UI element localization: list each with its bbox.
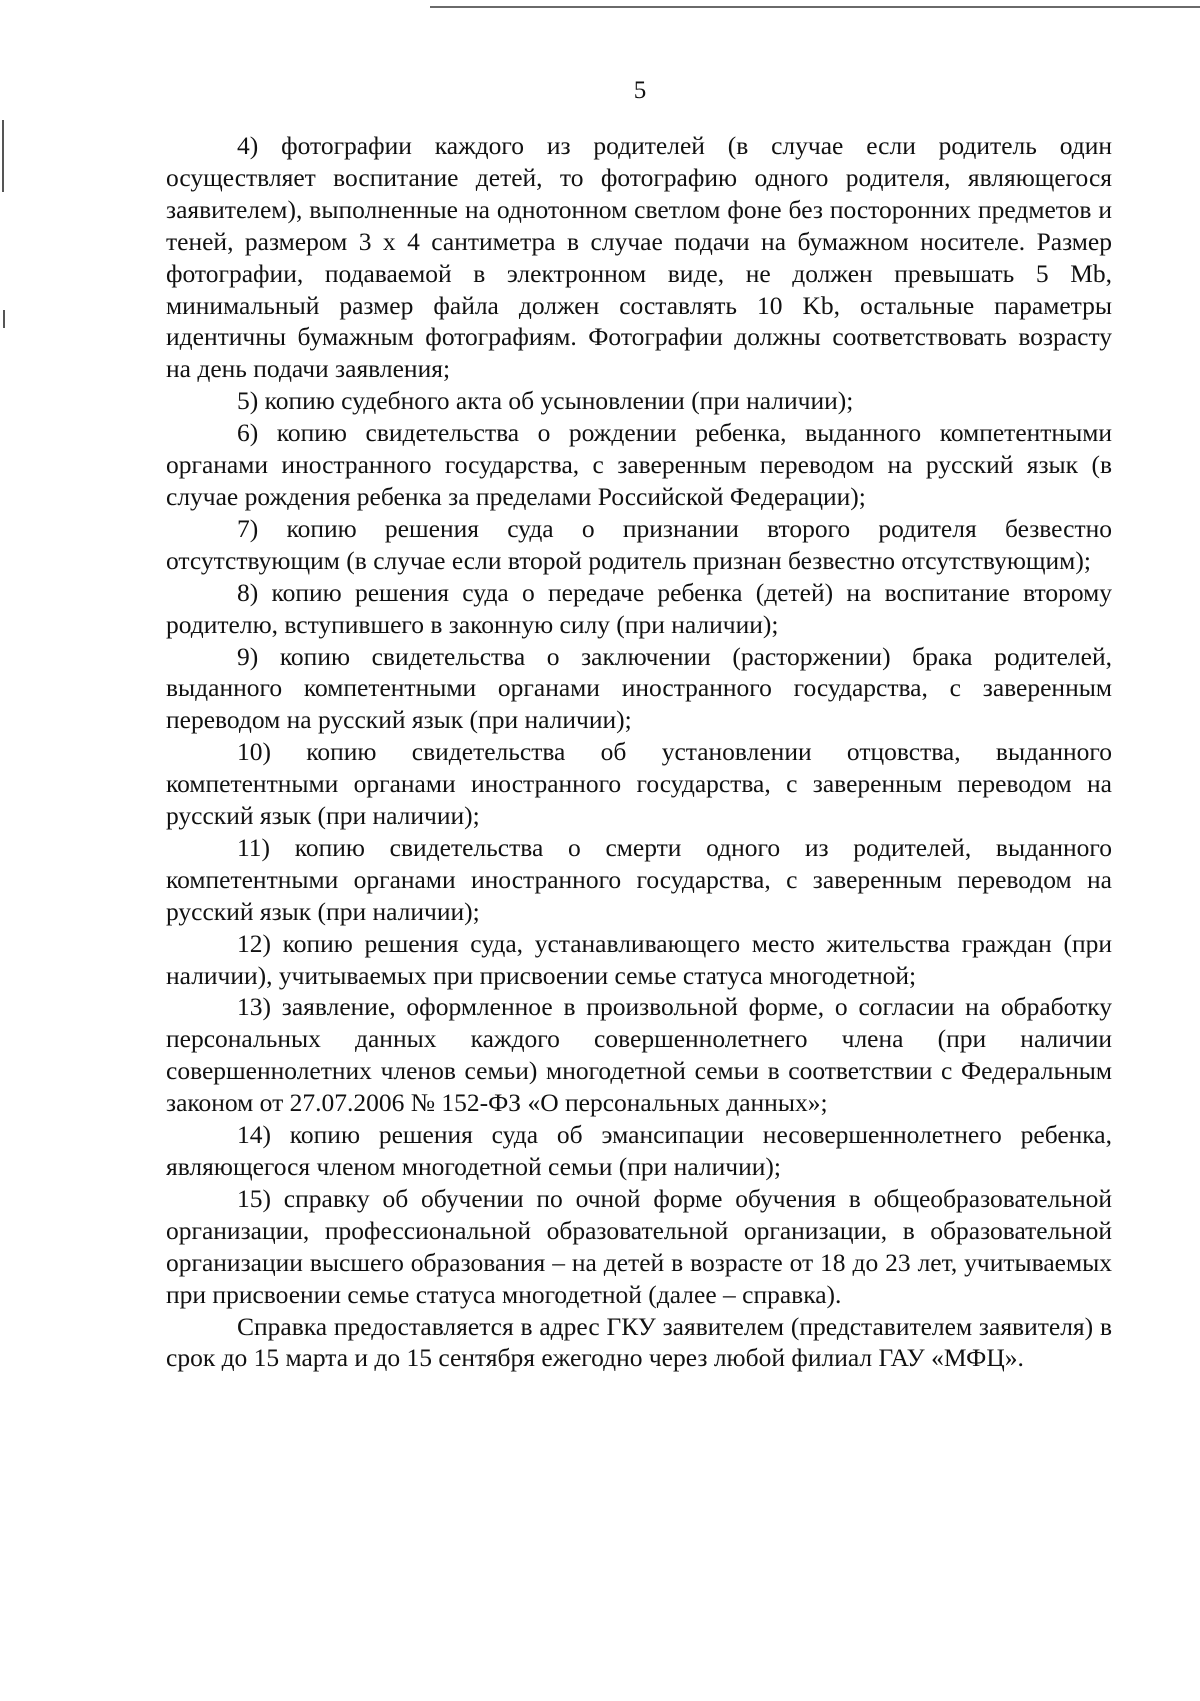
page-number: 5 <box>633 77 647 104</box>
list-item-7-missing-parent: 7) копию решения суда о признании второго родителя безвестно отсутствующим (в случае если второй родитель признан безвестно отсутствующим); <box>166 513 1112 575</box>
list-item-10-paternity: 10) копию свидетельства об установлении отцовства, выданного компетентными органами иностранного государства, с заверенным переводом на русский язык (при наличии); <box>166 737 1112 831</box>
scan-margin-mark <box>2 120 4 192</box>
list-item-11-death-certificate: 11) копию свидетельства о смерти одного из родителей, выданного компетентными органами иностранного государства, с заверенным переводом на русский язык (при наличии); <box>166 832 1112 926</box>
list-item-12-residence: 12) копию решения суда, устанавливающего место жительства граждан (при наличии), учитываемых при присвоении семье статуса многодетной; <box>166 928 1112 990</box>
list-item-9-marriage: 9) копию свидетельства о заключении (расторжении) брака родителей, выданного компетентными органами иностранного государства, с заверенным переводом на русский язык (при наличии); <box>166 641 1112 735</box>
closing-paragraph: Справка предоставляется в адрес ГКУ заявителем (представителем заявителя) в срок до 15 марта и до 15 сентября ежегодно через любой филиал ГАУ «МФЦ». <box>166 1311 1112 1373</box>
list-item-5-adoption: 5) копию судебного акта об усыновлении (при наличии); <box>237 386 854 416</box>
top-border-line <box>430 6 1200 8</box>
list-item-4-photos: 4) фотографии каждого из родителей (в случае если родитель один осуществляет воспитание детей, то фотографию одного родителя, являющегося заявителем), выполненные на однотонном светлом фоне без посторонних предметов и теней, размером 3 х 4 сантиметра в случае подачи на бумажном носителе. Размер фотографии, подаваемой в электронном виде, не должен превышать 5 Mb, минимальный размер файла должен составлять 10 Kb, остальные параметры идентичны бумажным фотографиям. Фотографии должны соответствовать возрасту на день подачи заявления; <box>166 131 1112 384</box>
list-item-14-emancipation: 14) копию решения суда об эмансипации несовершеннолетнего ребенка, являющегося членом многодетной семьи (при наличии); <box>166 1120 1112 1181</box>
list-item-8-custody: 8) копию решения суда о передаче ребенка (детей) на воспитание второму родителю, вступившего в законную силу (при наличии); <box>166 577 1112 639</box>
document-body <box>166 130 1112 1374</box>
list-item-13-consent: 13) заявление, оформленное в произвольной форме, о согласии на обработку персональных данных каждого совершеннолетнего члена (при наличии совершеннолетних членов семьи) многодетной семьи в соответствии с Федеральным законом от 27.07.2006 № 152-ФЗ «О персональных данных»; <box>166 992 1112 1118</box>
list-item-6-birth-certificate: 6) копию свидетельства о рождении ребенка, выданного компетентными органами иностранного государства, с заверенным переводом на русский язык (в случае рождения ребенка за пределами Российской Федерации); <box>166 418 1112 511</box>
scan-margin-mark <box>3 310 5 328</box>
list-item-15-study-certificate: 15) справку об обучении по очной форме обучения в общеобразовательной организации, профессиональной образовательной организации, в образовательной организации высшего образования – на детей в возрасте от 18 до 23 лет, учитываемых при присвоении семье статуса многодетной (далее – справка). <box>166 1183 1112 1309</box>
